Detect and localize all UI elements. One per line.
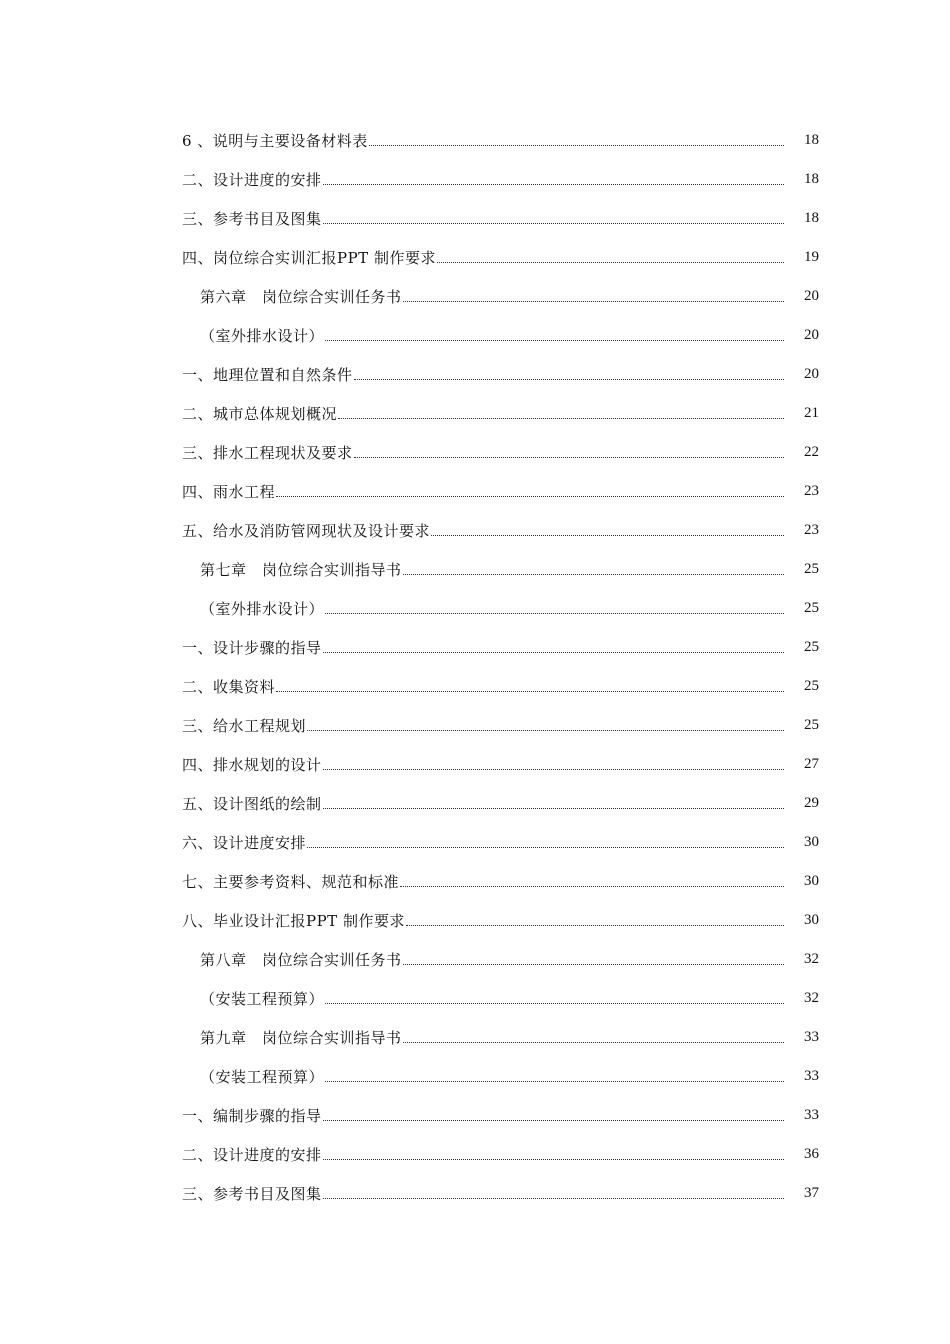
toc-entry-page-number: 30 (804, 912, 819, 928)
toc-entry-label: 一、地理位置和自然条件 (182, 366, 353, 384)
toc-entry-text (182, 1096, 784, 1135)
dot-leader (323, 807, 784, 809)
dot-leader (276, 495, 784, 497)
toc-entry-text (182, 394, 784, 433)
toc-entry-text (182, 238, 784, 277)
toc-entry[interactable] (0, 784, 950, 823)
toc-entry[interactable] (0, 667, 950, 706)
dot-leader (325, 1080, 784, 1082)
toc-entry-text (182, 628, 784, 667)
toc-entry-page-number: 29 (804, 795, 819, 811)
toc-entry-page-number: 23 (804, 483, 819, 499)
toc-entry-page-number: 25 (804, 717, 819, 733)
toc-entry-text (182, 901, 784, 940)
toc-entry[interactable] (0, 511, 950, 550)
toc-entry-page-number: 18 (804, 132, 819, 148)
toc-entry-page-number: 36 (804, 1146, 819, 1162)
dot-leader (323, 1197, 784, 1199)
toc-entry-text (200, 1018, 784, 1057)
dot-leader (431, 534, 784, 536)
toc-entry-text (182, 433, 784, 472)
toc-entry-label: 二、设计进度的安排 (182, 1146, 322, 1164)
toc-entry-label: 第六章 岗位综合实训任务书 (200, 288, 402, 306)
toc-entry-label: （室外排水设计） (200, 327, 325, 345)
toc-entry-label: 一、设计步骤的指导 (182, 639, 322, 657)
toc-entry[interactable] (0, 901, 950, 940)
toc-entry-text (182, 511, 784, 550)
toc-entry-label: 第七章 岗位综合实训指导书 (200, 561, 402, 579)
dot-leader (437, 261, 784, 263)
toc-entry-page-number: 19 (804, 249, 819, 265)
toc-entry[interactable] (0, 277, 950, 316)
toc-entry-label: 一、编制步骤的指导 (182, 1107, 322, 1125)
toc-entry-page-number: 18 (804, 210, 819, 226)
toc-entry-page-number: 37 (804, 1185, 819, 1201)
toc-entry-text (200, 550, 784, 589)
toc-entry-label: 八、毕业设计汇报PPT 制作要求 (182, 912, 405, 930)
toc-entry[interactable] (0, 550, 950, 589)
dot-leader (323, 651, 784, 653)
toc-entry-page-number: 33 (804, 1107, 819, 1123)
toc-entry-page-number: 25 (804, 561, 819, 577)
toc-entry-label: 六、设计进度安排 (182, 834, 307, 852)
toc-entry[interactable] (0, 355, 950, 394)
toc-entry-page-number: 25 (804, 639, 819, 655)
dot-leader (403, 300, 784, 302)
dot-leader (369, 144, 784, 146)
toc-entry-page-number: 30 (804, 873, 819, 889)
toc-entry[interactable] (0, 394, 950, 433)
toc-entry-text (182, 667, 784, 706)
dot-leader (403, 573, 784, 575)
toc-entry-text (182, 706, 784, 745)
toc-entry-text (182, 862, 784, 901)
toc-entry-label: （安装工程预算） (200, 1068, 325, 1086)
toc-entry-label: 七、主要参考资料、规范和标准 (182, 873, 400, 891)
dot-leader (325, 1002, 784, 1004)
toc-entry[interactable] (0, 706, 950, 745)
toc-entry-label: 第九章 岗位综合实训指导书 (200, 1029, 402, 1047)
toc-entry[interactable] (0, 1096, 950, 1135)
toc-entry-text (182, 745, 784, 784)
toc-entry-text (182, 121, 784, 160)
dot-leader (323, 1158, 784, 1160)
toc-entry-page-number: 25 (804, 678, 819, 694)
toc-entry[interactable] (0, 1018, 950, 1057)
toc-entry-text (182, 472, 784, 511)
toc-entry-label: （安装工程预算） (200, 990, 325, 1008)
dot-leader (307, 846, 784, 848)
toc-entry-text (200, 316, 784, 355)
toc-entry[interactable] (0, 1135, 950, 1174)
dot-leader (403, 963, 784, 965)
toc-entry[interactable] (0, 199, 950, 238)
toc-entry[interactable] (0, 862, 950, 901)
toc-entry-text (182, 160, 784, 199)
toc-entry[interactable] (0, 160, 950, 199)
toc-entry-text (200, 1057, 784, 1096)
toc-entry-label: （室外排水设计） (200, 600, 325, 618)
toc-entry-page-number: 25 (804, 600, 819, 616)
toc-entry-label: 二、收集资料 (182, 678, 276, 696)
dot-leader (338, 417, 784, 419)
dot-leader (307, 729, 784, 731)
toc-entry-label: 6 、说明与主要设备材料表 (182, 132, 368, 150)
toc-entry-label: 二、城市总体规划概况 (182, 405, 338, 423)
toc-entry-page-number: 32 (804, 951, 819, 967)
dot-leader (354, 378, 784, 380)
toc-entry-label: 三、参考书目及图集 (182, 210, 322, 228)
dot-leader (403, 1041, 784, 1043)
toc-entry[interactable] (0, 238, 950, 277)
dot-leader (323, 768, 784, 770)
toc-entry[interactable] (0, 823, 950, 862)
dot-leader (323, 1119, 784, 1121)
dot-leader (406, 924, 784, 926)
toc-entry-label: 三、给水工程规划 (182, 717, 307, 735)
dot-leader (354, 456, 784, 458)
toc-entry[interactable] (0, 1174, 950, 1213)
toc-entry-text (182, 199, 784, 238)
table-of-contents (0, 121, 950, 1213)
dot-leader (276, 690, 784, 692)
toc-entry-label: 四、排水规划的设计 (182, 756, 322, 774)
toc-entry-label: 四、雨水工程 (182, 483, 276, 501)
toc-entry-text (182, 823, 784, 862)
toc-entry-page-number: 20 (804, 288, 819, 304)
toc-entry-text (182, 1135, 784, 1174)
toc-entry-page-number: 27 (804, 756, 819, 772)
toc-entry[interactable] (0, 121, 950, 160)
toc-entry[interactable] (0, 316, 950, 355)
dot-leader (323, 222, 784, 224)
toc-entry[interactable] (0, 472, 950, 511)
toc-entry-page-number: 33 (804, 1029, 819, 1045)
toc-entry-page-number: 33 (804, 1068, 819, 1084)
toc-entry-text (200, 940, 784, 979)
toc-entry-label: 五、设计图纸的绘制 (182, 795, 322, 813)
toc-entry-page-number: 32 (804, 990, 819, 1006)
toc-entry-label: 第八章 岗位综合实训任务书 (200, 951, 402, 969)
toc-entry-text (200, 277, 784, 316)
dot-leader (325, 339, 784, 341)
toc-entry-text (182, 784, 784, 823)
toc-entry-text (182, 355, 784, 394)
toc-entry[interactable] (0, 1057, 950, 1096)
toc-entry-page-number: 23 (804, 522, 819, 538)
toc-entry[interactable] (0, 940, 950, 979)
toc-entry-text (200, 979, 784, 1018)
toc-entry[interactable] (0, 745, 950, 784)
toc-entry[interactable] (0, 979, 950, 1018)
toc-entry-label: 五、给水及消防管网现状及设计要求 (182, 522, 431, 540)
toc-entry-label: 三、参考书目及图集 (182, 1185, 322, 1203)
toc-entry-label: 二、设计进度的安排 (182, 171, 322, 189)
toc-entry[interactable] (0, 589, 950, 628)
toc-entry-page-number: 21 (804, 405, 819, 421)
toc-entry-page-number: 20 (804, 327, 819, 343)
dot-leader (323, 183, 784, 185)
toc-entry-page-number: 18 (804, 171, 819, 187)
toc-entry[interactable] (0, 433, 950, 472)
dot-leader (400, 885, 784, 887)
toc-entry-text (200, 589, 784, 628)
toc-entry-label: 三、排水工程现状及要求 (182, 444, 353, 462)
toc-entry[interactable] (0, 628, 950, 667)
toc-entry-label: 四、岗位综合实训汇报PPT 制作要求 (182, 249, 436, 267)
toc-entry-page-number: 20 (804, 366, 819, 382)
dot-leader (325, 612, 784, 614)
toc-entry-page-number: 30 (804, 834, 819, 850)
toc-entry-page-number: 22 (804, 444, 819, 460)
toc-entry-text (182, 1174, 784, 1213)
